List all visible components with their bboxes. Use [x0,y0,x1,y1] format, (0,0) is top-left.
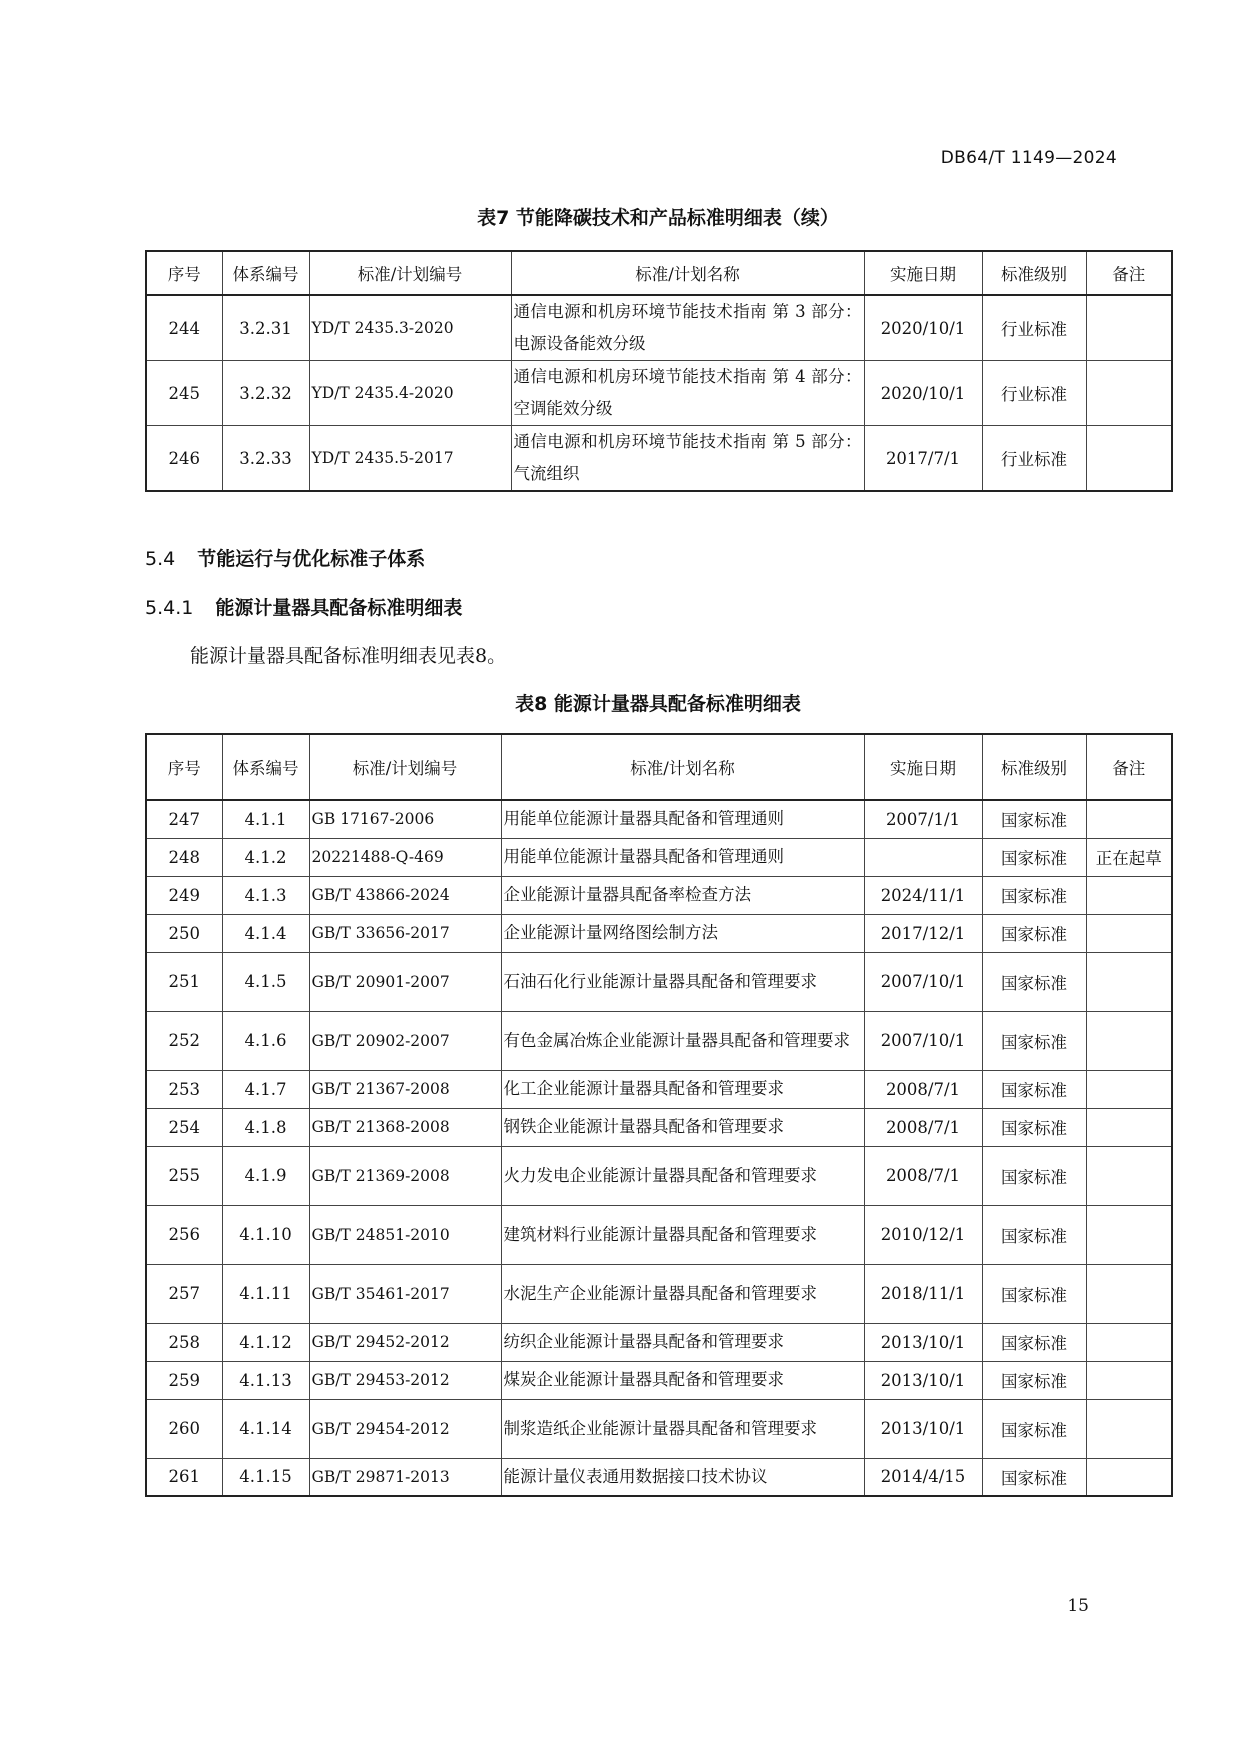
row-seq: 249 [146,876,222,914]
row-system-no: 3.2.32 [222,361,309,426]
row-effective-date: 2013/10/1 [864,1361,982,1399]
row-level: 国家标准 [982,1361,1086,1399]
row-seq: 256 [146,1205,222,1264]
row-standard-name: 钢铁企业能源计量器具配备和管理要求 [501,1108,864,1146]
row-system-no: 4.1.12 [222,1323,309,1361]
row-note [1086,952,1172,1011]
col-header-system-no: 体系编号 [222,251,309,295]
row-note [1086,876,1172,914]
row-system-no: 3.2.33 [222,426,309,492]
row-note [1086,426,1172,492]
table-row [146,1264,1172,1323]
table8-header-row [146,734,1172,800]
col-header-level: 标准级别 [982,251,1086,295]
section-heading-5-4-1 [145,593,462,620]
row-note [1086,1323,1172,1361]
section-number: 5.4 [145,548,176,570]
row-effective-date: 2010/12/1 [864,1205,982,1264]
row-note [1086,1361,1172,1399]
table-row [146,838,1172,876]
row-note [1086,1264,1172,1323]
row-system-no: 4.1.11 [222,1264,309,1323]
section-number: 5.4.1 [145,597,194,619]
row-system-no: 4.1.9 [222,1146,309,1205]
row-seq: 258 [146,1323,222,1361]
table-row [146,952,1172,1011]
col-header-note: 备注 [1086,734,1172,800]
col-header-system-no: 体系编号 [222,734,309,800]
row-standard-code: GB/T 29454-2012 [309,1399,501,1458]
table-row [146,426,1172,492]
table-row [146,1323,1172,1361]
row-standard-code: GB/T 20902-2007 [309,1011,501,1070]
row-seq: 247 [146,800,222,838]
row-effective-date: 2013/10/1 [864,1323,982,1361]
row-standard-code: GB/T 21368-2008 [309,1108,501,1146]
row-effective-date: 2017/7/1 [864,426,982,492]
row-standard-code: GB/T 29453-2012 [309,1361,501,1399]
table-row [146,1399,1172,1458]
row-standard-name: 建筑材料行业能源计量器具配备和管理要求 [501,1205,864,1264]
col-header-standard-code: 标准/计划编号 [309,734,501,800]
row-seq: 248 [146,838,222,876]
row-standard-code: YD/T 2435.5-2017 [309,426,511,492]
row-note [1086,1399,1172,1458]
row-standard-code: YD/T 2435.4-2020 [309,361,511,426]
row-standard-name: 通信电源和机房环境节能技术指南 第 5 部分：气流组织 [511,426,864,492]
row-standard-name: 用能单位能源计量器具配备和管理通则 [501,838,864,876]
row-standard-name: 有色金属冶炼企业能源计量器具配备和管理要求 [501,1011,864,1070]
row-level: 国家标准 [982,1146,1086,1205]
table-row [146,361,1172,426]
row-effective-date: 2007/10/1 [864,952,982,1011]
row-standard-code: GB 17167-2006 [309,800,501,838]
row-seq: 257 [146,1264,222,1323]
row-seq: 253 [146,1070,222,1108]
row-standard-code: YD/T 2435.3-2020 [309,295,511,361]
row-effective-date [864,838,982,876]
row-level: 国家标准 [982,1205,1086,1264]
table-row [146,1011,1172,1070]
row-effective-date: 2024/11/1 [864,876,982,914]
row-level: 国家标准 [982,1323,1086,1361]
row-effective-date: 2008/7/1 [864,1108,982,1146]
row-system-no: 4.1.7 [222,1070,309,1108]
row-level: 国家标准 [982,1108,1086,1146]
table-row [146,1361,1172,1399]
row-standard-code: GB/T 21367-2008 [309,1070,501,1108]
row-system-no: 4.1.1 [222,800,309,838]
row-standard-code: GB/T 43866-2024 [309,876,501,914]
row-level: 国家标准 [982,1399,1086,1458]
row-standard-name: 企业能源计量网络图绘制方法 [501,914,864,952]
row-note [1086,1458,1172,1496]
row-system-no: 4.1.14 [222,1399,309,1458]
row-note [1086,800,1172,838]
table-row [146,1205,1172,1264]
row-system-no: 4.1.4 [222,914,309,952]
row-standard-name: 通信电源和机房环境节能技术指南 第 3 部分：电源设备能效分级 [511,295,864,361]
row-system-no: 4.1.3 [222,876,309,914]
table7 [145,250,1173,492]
row-level: 国家标准 [982,800,1086,838]
table-row [146,295,1172,361]
row-effective-date: 2008/7/1 [864,1070,982,1108]
row-level: 行业标准 [982,295,1086,361]
row-effective-date: 2013/10/1 [864,1399,982,1458]
row-note [1086,1011,1172,1070]
row-system-no: 4.1.15 [222,1458,309,1496]
row-system-no: 4.1.5 [222,952,309,1011]
row-note [1086,1108,1172,1146]
row-standard-code: 20221488-Q-469 [309,838,501,876]
row-standard-name: 化工企业能源计量器具配备和管理要求 [501,1070,864,1108]
row-level: 国家标准 [982,1070,1086,1108]
row-standard-code: GB/T 21369-2008 [309,1146,501,1205]
row-effective-date: 2020/10/1 [864,295,982,361]
row-effective-date: 2014/4/15 [864,1458,982,1496]
row-effective-date: 2017/12/1 [864,914,982,952]
col-header-seq: 序号 [146,734,222,800]
row-system-no: 4.1.8 [222,1108,309,1146]
table-row [146,876,1172,914]
row-standard-name: 纺织企业能源计量器具配备和管理要求 [501,1323,864,1361]
table7-header-row [146,251,1172,295]
row-standard-name: 能源计量仪表通用数据接口技术协议 [501,1458,864,1496]
row-standard-code: GB/T 35461-2017 [309,1264,501,1323]
row-system-no: 4.1.13 [222,1361,309,1399]
body-paragraph: 能源计量器具配备标准明细表见表8。 [190,645,507,667]
document-code: DB64/T 1149—2024 [940,148,1117,168]
row-note [1086,1070,1172,1108]
row-standard-name: 制浆造纸企业能源计量器具配备和管理要求 [501,1399,864,1458]
row-standard-name: 煤炭企业能源计量器具配备和管理要求 [501,1361,864,1399]
row-seq: 259 [146,1361,222,1399]
table-row [146,1108,1172,1146]
row-seq: 255 [146,1146,222,1205]
row-note [1086,1146,1172,1205]
row-level: 国家标准 [982,1458,1086,1496]
row-standard-name: 水泥生产企业能源计量器具配备和管理要求 [501,1264,864,1323]
row-seq: 246 [146,426,222,492]
row-system-no: 4.1.10 [222,1205,309,1264]
col-header-standard-name: 标准/计划名称 [511,251,864,295]
section-title: 节能运行与优化标准子体系 [197,548,426,570]
col-header-seq: 序号 [146,251,222,295]
row-level: 行业标准 [982,361,1086,426]
row-seq: 260 [146,1399,222,1458]
col-header-effective-date: 实施日期 [864,251,982,295]
row-standard-name: 石油石化行业能源计量器具配备和管理要求 [501,952,864,1011]
table-row [146,1070,1172,1108]
row-effective-date: 2018/11/1 [864,1264,982,1323]
row-level: 国家标准 [982,838,1086,876]
row-system-no: 4.1.6 [222,1011,309,1070]
row-level: 国家标准 [982,876,1086,914]
col-header-note: 备注 [1086,251,1172,295]
row-standard-code: GB/T 29871-2013 [309,1458,501,1496]
row-standard-code: GB/T 24851-2010 [309,1205,501,1264]
row-effective-date: 2020/10/1 [864,361,982,426]
row-system-no: 3.2.31 [222,295,309,361]
table7-caption: 表7 节能降碳技术和产品标准明细表（续） [477,207,839,229]
row-standard-code: GB/T 20901-2007 [309,952,501,1011]
row-seq: 261 [146,1458,222,1496]
table-row [146,1146,1172,1205]
row-level: 国家标准 [982,1264,1086,1323]
row-seq: 250 [146,914,222,952]
section-title: 能源计量器具配备标准明细表 [215,597,463,619]
row-system-no: 4.1.2 [222,838,309,876]
table8-caption: 表8 能源计量器具配备标准明细表 [515,693,801,715]
row-note [1086,295,1172,361]
row-level: 行业标准 [982,426,1086,492]
row-seq: 251 [146,952,222,1011]
row-effective-date: 2007/1/1 [864,800,982,838]
col-header-effective-date: 实施日期 [864,734,982,800]
row-note [1086,1205,1172,1264]
col-header-standard-code: 标准/计划编号 [309,251,511,295]
row-seq: 254 [146,1108,222,1146]
row-note [1086,361,1172,426]
row-standard-name: 通信电源和机房环境节能技术指南 第 4 部分：空调能效分级 [511,361,864,426]
section-heading-5-4 [145,544,425,571]
row-standard-name: 用能单位能源计量器具配备和管理通则 [501,800,864,838]
row-seq: 252 [146,1011,222,1070]
table-row [146,914,1172,952]
row-note [1086,914,1172,952]
table-row [146,800,1172,838]
row-effective-date: 2008/7/1 [864,1146,982,1205]
page-number: 15 [1067,1596,1089,1616]
row-note: 正在起草 [1086,838,1172,876]
row-standard-name: 企业能源计量器具配备率检查方法 [501,876,864,914]
row-standard-code: GB/T 29452-2012 [309,1323,501,1361]
row-standard-code: GB/T 33656-2017 [309,914,501,952]
row-level: 国家标准 [982,1011,1086,1070]
row-level: 国家标准 [982,914,1086,952]
row-seq: 244 [146,295,222,361]
col-header-standard-name: 标准/计划名称 [501,734,864,800]
row-level: 国家标准 [982,952,1086,1011]
row-standard-name: 火力发电企业能源计量器具配备和管理要求 [501,1146,864,1205]
row-effective-date: 2007/10/1 [864,1011,982,1070]
table-row [146,1458,1172,1496]
row-seq: 245 [146,361,222,426]
table8 [145,733,1173,1497]
col-header-level: 标准级别 [982,734,1086,800]
